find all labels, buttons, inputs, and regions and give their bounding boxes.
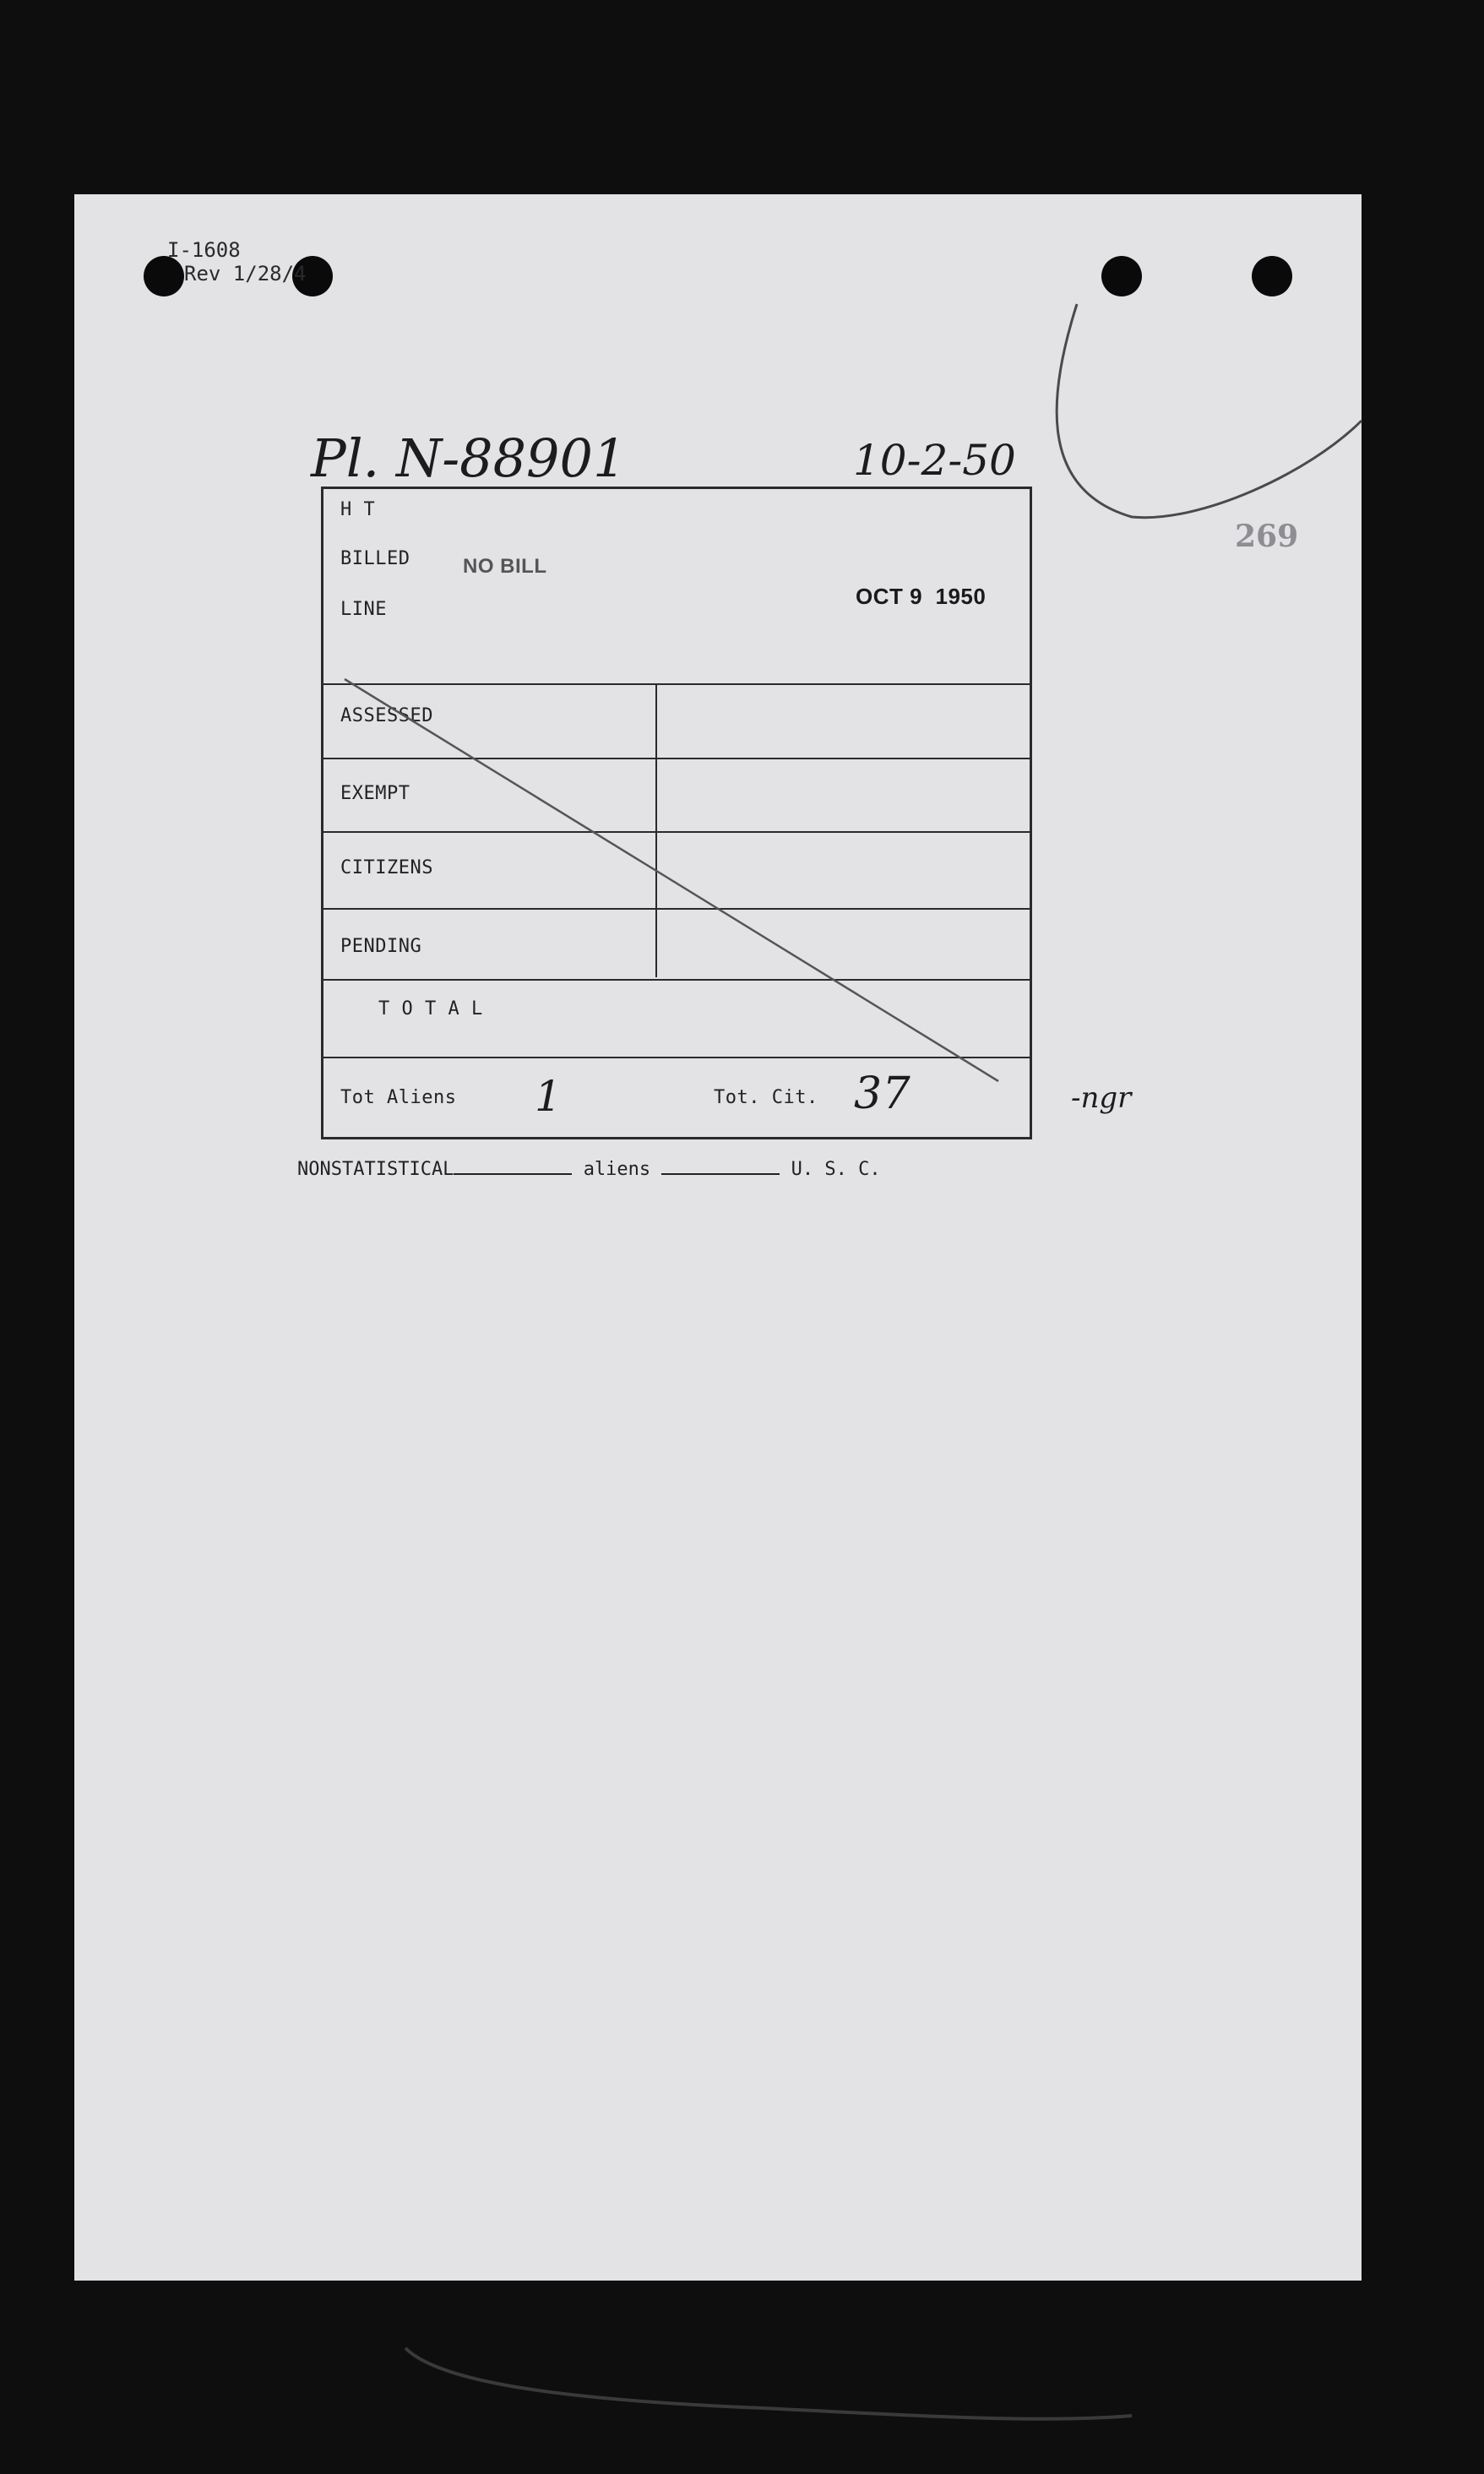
total-label: T O T A L — [378, 998, 483, 1020]
film-scratch — [389, 2331, 1149, 2433]
punch-hole-right-2 — [1252, 256, 1292, 296]
tot-aliens-value: 1 — [535, 1072, 563, 1121]
aliens-blank — [661, 1173, 780, 1175]
row-label-citizens: CITIZENS — [340, 857, 433, 878]
tot-cit-label: Tot. Cit. — [714, 1087, 818, 1108]
row-label-exempt: EXEMPT — [340, 783, 410, 804]
handwritten-file-number: Pl. N-88901 — [311, 427, 627, 489]
billed-label: BILLED — [340, 548, 410, 569]
form-number-line1: I-1608 — [167, 238, 241, 262]
tot-aliens-label: Tot Aliens — [340, 1087, 457, 1108]
line-label: LINE — [340, 599, 387, 620]
tot-cit-value: 37 — [854, 1068, 911, 1119]
pencil-curve-mark — [1030, 296, 1368, 532]
punch-hole-right — [1101, 256, 1142, 296]
row-label-pending: PENDING — [340, 936, 422, 957]
handwritten-initials: -ngr — [1071, 1081, 1132, 1115]
nonstatistical-label: NONSTATISTICAL — [297, 1159, 454, 1180]
ht-label: H T — [340, 499, 376, 520]
form-number-line2: Rev 1/28/4 — [184, 262, 307, 285]
nonstatistical-blank — [454, 1173, 572, 1175]
form-number — [167, 238, 307, 285]
usc-label: U. S. C. — [791, 1159, 881, 1180]
nonstatistical-line — [297, 1159, 881, 1180]
page-number: 269 — [1235, 519, 1299, 554]
aliens-label: aliens — [583, 1159, 651, 1180]
row-label-assessed: ASSESSED — [340, 705, 433, 726]
no-bill-stamp: NO BILL — [463, 555, 547, 578]
received-date-stamp: OCT 9 1950 — [856, 584, 987, 609]
pencil-strike-line — [338, 676, 1014, 1090]
handwritten-date: 10-2-50 — [853, 436, 1016, 485]
